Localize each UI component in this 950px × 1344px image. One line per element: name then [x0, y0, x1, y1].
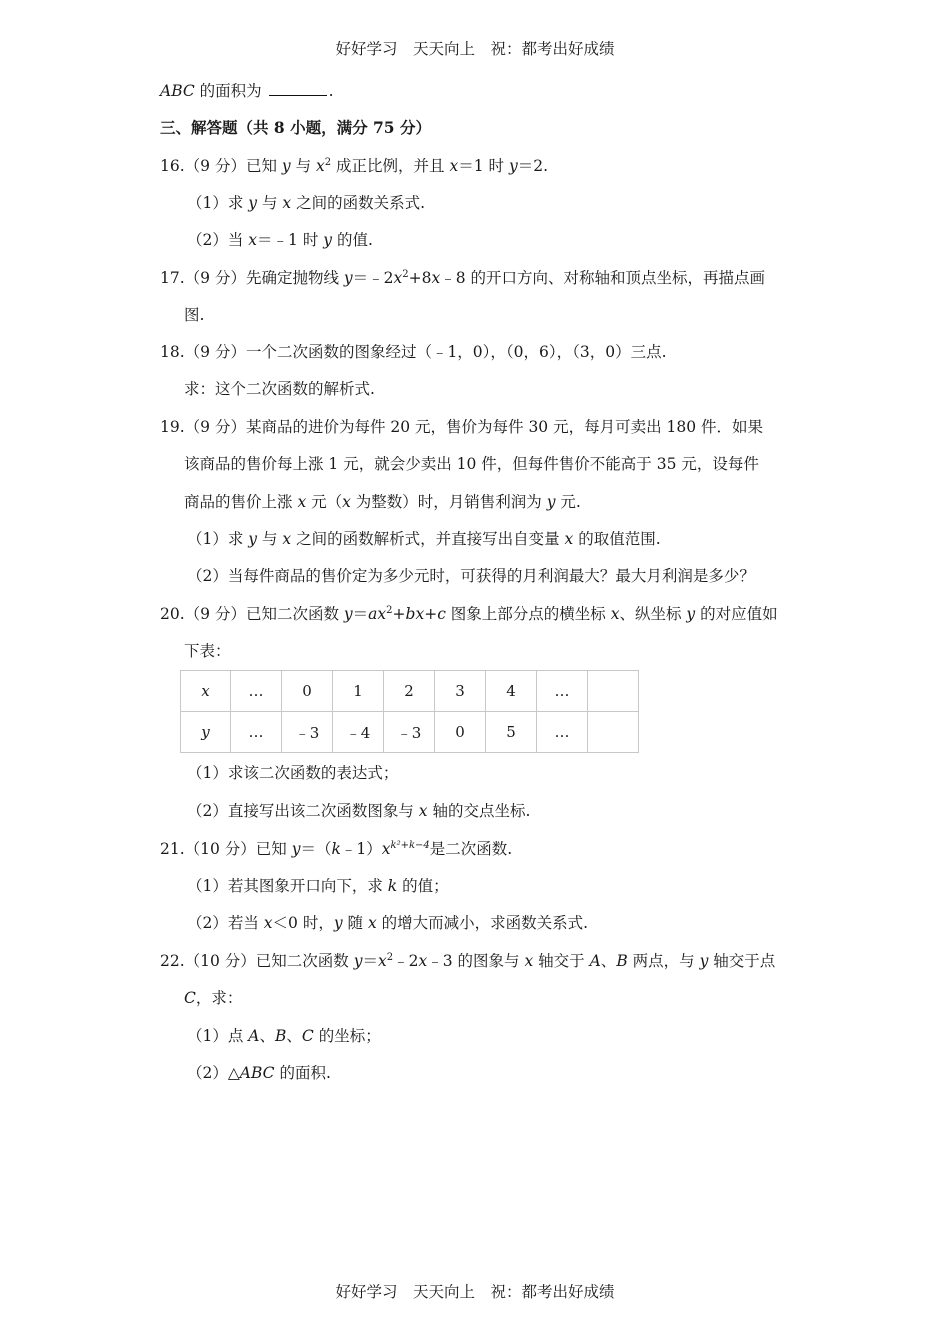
table-cell [588, 671, 639, 712]
table-cell: 0 [435, 712, 486, 753]
table-cell: x [181, 671, 231, 712]
q20-part2: （2）直接写出该二次函数图象与 x 轴的交点坐标. [187, 802, 531, 820]
section-title: 三、解答题（共 8 小题，满分 75 分） [160, 118, 431, 137]
table-cell: ﹣3 [282, 712, 333, 753]
q18-stem: 18.（9 分）一个二次函数的图象经过（﹣1，0），（0，6），（3，0）三点. [160, 343, 667, 361]
table-cell: y [181, 712, 231, 753]
table-cell: 0 [282, 671, 333, 712]
table-row [181, 671, 639, 712]
table-cell: 2 [384, 671, 435, 712]
q20-stem-cont: 下表： [184, 642, 231, 660]
q17-stem: 17.（9 分）先确定抛物线 $y=﹣2x^2+8x﹣8$ 的开口方向、对称轴和顶点坐标，再描点画 [160, 269, 766, 287]
q22-stem: 22.（10 分）已知二次函数 $y=x^2﹣2x﹣3$ 的图象与 x 轴交于 A、B 两点，与 y 轴交于点 [160, 952, 776, 970]
q19-stem-2: 该商品的售价每上涨 1 元，就会少卖出 10 件，但每件售价不能高于 35 元，设每件 [184, 455, 759, 473]
table-cell: … [537, 712, 588, 753]
q20-stem: 20.（9 分）已知二次函数 $y=ax^2+bx+c$ 图象上部分点的横坐标 x、纵坐标 y 的对应值如 [160, 605, 778, 623]
q21-part2: （2）若当 x＜0 时，y 随 x 的增大而减小，求函数关系式. [187, 914, 589, 932]
q19-part2: （2）当每件商品的售价定为多少元时，可获得的月利润最大？最大月利润是多少？ [187, 567, 755, 585]
table-cell: ﹣4 [333, 712, 384, 753]
page-footer: 好好学习 天天向上 祝：都考出好成绩 [335, 1283, 615, 1301]
table-cell: 4 [486, 671, 537, 712]
answer-blank [269, 81, 327, 96]
q18-ask: 求：这个二次函数的解析式. [184, 380, 375, 398]
table-cell: 1 [333, 671, 384, 712]
q22-stem-cont: C，求： [184, 989, 243, 1007]
table-cell: … [231, 671, 282, 712]
table-row [181, 712, 639, 753]
q16-part2: （2）当 x＝﹣1 时 y 的值. [187, 231, 373, 249]
table-cell: … [537, 671, 588, 712]
value-table [180, 670, 639, 753]
q15-tail: ABC 的面积为 . [160, 82, 334, 100]
q21-stem: 21.（10 分）已知 $y=(k﹣1)x^{k^2+k-4}$是二次函数. [160, 840, 513, 858]
q16-part1: （1）求 y 与 x 之间的函数关系式. [187, 194, 426, 212]
table-cell: 5 [486, 712, 537, 753]
q21-part1: （1）若其图象开口向下，求 k 的值； [187, 877, 449, 895]
table-cell: 3 [435, 671, 486, 712]
table-cell [588, 712, 639, 753]
q22-part2: （2）△ABC 的面积. [187, 1064, 331, 1082]
q16-stem: 16.（9 分）已知 y 与 $x^2$ 成正比例，并且 x＝1 时 y＝2. [160, 157, 549, 175]
q22-part1: （1）点 A、B、C 的坐标； [187, 1027, 381, 1045]
q19-stem-1: 19.（9 分）某商品的进价为每件 20 元，售价为每件 30 元，每月可卖出 180 件．如果 [160, 418, 764, 436]
q19-stem-3: 商品的售价上涨 x 元（x 为整数）时，月销售利润为 y 元. [184, 493, 581, 511]
q20-part1: （1）求该二次函数的表达式； [187, 764, 399, 782]
table-cell: ﹣3 [384, 712, 435, 753]
page-header: 好好学习 天天向上 祝：都考出好成绩 [335, 40, 615, 58]
q19-part1: （1）求 y 与 x 之间的函数解析式，并直接写出自变量 x 的取值范围. [187, 530, 661, 548]
q17-stem-cont: 图. [184, 306, 205, 324]
table-cell: … [231, 712, 282, 753]
